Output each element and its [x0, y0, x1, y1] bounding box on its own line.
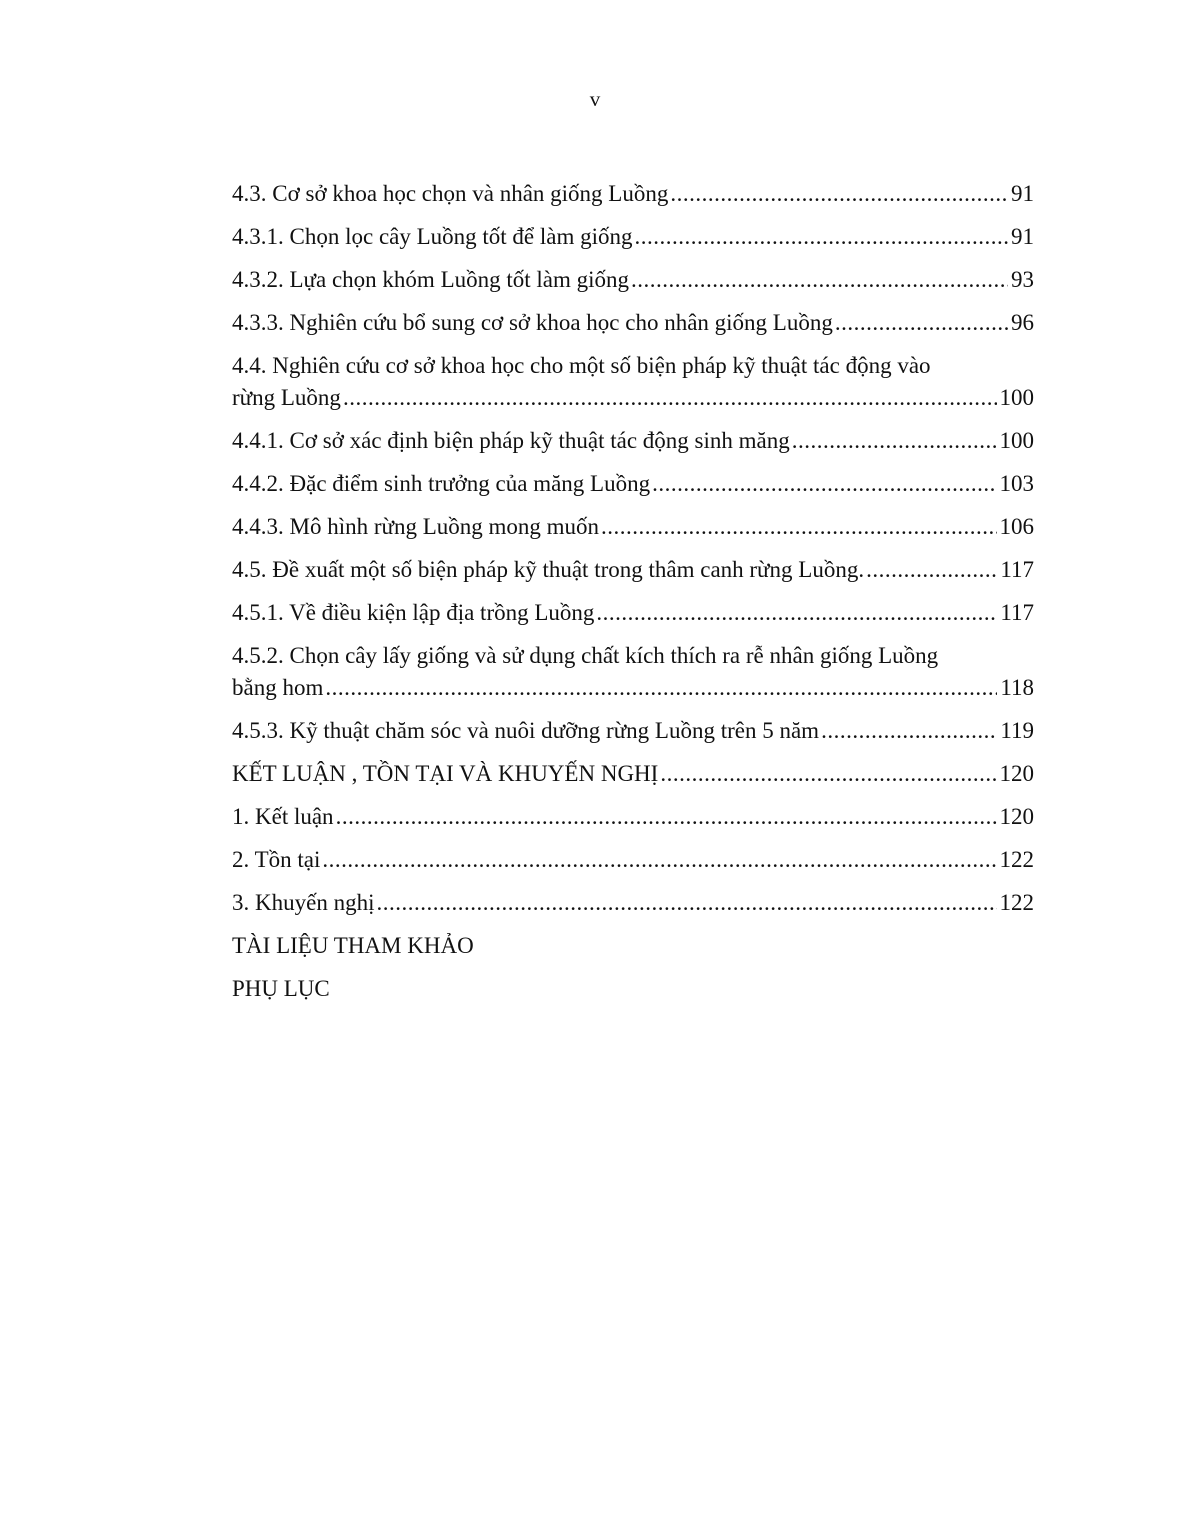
dot-leader	[866, 554, 997, 586]
toc-entry-title: rừng Luồng	[232, 385, 341, 410]
dot-leader	[635, 221, 1008, 253]
dot-leader	[596, 597, 997, 629]
dot-leader	[336, 801, 997, 833]
toc-entry-4-3-3[interactable]	[232, 307, 1034, 339]
toc-entry-4-5-2[interactable]	[232, 640, 1034, 704]
toc-entry-4-5-1[interactable]	[232, 597, 1034, 629]
toc-entry-page: 93	[1011, 267, 1034, 292]
toc-entry-page: 122	[999, 847, 1034, 872]
toc-entry-title: 4.5. Đề xuất một số biện pháp kỹ thuật trong thâm canh rừng Luồng.	[232, 557, 865, 582]
dot-leader	[343, 382, 997, 414]
toc-entry-title: 3. Khuyến nghị	[232, 890, 375, 915]
toc-entry-4-3-1[interactable]	[232, 221, 1034, 253]
toc-entry-4-3[interactable]	[232, 178, 1034, 210]
dot-leader	[601, 511, 996, 543]
dot-leader	[631, 264, 1008, 296]
toc-entry-page: 96	[1011, 310, 1034, 335]
toc-entry-ton-tai[interactable]	[232, 844, 1034, 876]
dot-leader	[670, 178, 1008, 210]
toc-entry-page: 100	[999, 385, 1034, 410]
toc-entry-title-line1: 4.4. Nghiên cứu cơ sở khoa học cho một số biện pháp kỹ thuật tác động vào	[232, 353, 931, 378]
dot-leader	[376, 887, 996, 919]
toc-entry-page: 91	[1011, 224, 1034, 249]
toc-entry-title: 2. Tồn tại	[232, 847, 321, 872]
table-of-contents	[232, 178, 1034, 1016]
toc-entry-title: bằng hom	[232, 675, 324, 700]
toc-entry-4-4[interactable]	[232, 350, 1034, 414]
toc-entry-ket-luan[interactable]	[232, 801, 1034, 833]
toc-entry-4-5[interactable]	[232, 554, 1034, 586]
toc-entry-page: 120	[999, 761, 1034, 786]
toc-entry-khuyen-nghi[interactable]	[232, 887, 1034, 919]
toc-entry-4-4-1[interactable]	[232, 425, 1034, 457]
toc-entry-4-3-2[interactable]	[232, 264, 1034, 296]
toc-entry-title: KẾT LUẬN , TỒN TẠI VÀ KHUYẾN NGHỊ	[232, 761, 659, 786]
toc-entry-title: 1. Kết luận	[232, 804, 334, 829]
dot-leader	[660, 758, 996, 790]
toc-entry-page: 117	[1000, 600, 1034, 625]
toc-entry-page: 119	[1000, 718, 1034, 743]
toc-entry-title: 4.4.2. Đặc điểm sinh trưởng của măng Luồng	[232, 471, 651, 496]
toc-entry-page: 122	[999, 890, 1034, 915]
dot-leader	[652, 468, 996, 500]
toc-entry-references[interactable]: TÀI LIỆU THAM KHẢO	[232, 933, 474, 958]
toc-entry-title: 4.4.3. Mô hình rừng Luồng mong muốn	[232, 514, 600, 539]
toc-entry-title: 4.3.3. Nghiên cứu bổ sung cơ sở khoa học cho nhân giống Luồng	[232, 310, 833, 335]
toc-entry-page: 103	[999, 471, 1034, 496]
toc-entry-page: 120	[999, 804, 1034, 829]
toc-entry-appendix[interactable]: PHỤ LỤC	[232, 976, 330, 1001]
toc-entry-page: 117	[1000, 557, 1034, 582]
toc-entry-title: 4.3.2. Lựa chọn khóm Luồng tốt làm giống	[232, 267, 630, 292]
toc-entry-title: 4.5.3. Kỹ thuật chăm sóc và nuôi dưỡng rừng Luồng trên 5 năm	[232, 718, 820, 743]
toc-entry-title: 4.3. Cơ sở khoa học chọn và nhân giống Luồng	[232, 181, 669, 206]
toc-entry-ket-luan-section[interactable]	[232, 758, 1034, 790]
dot-leader	[322, 844, 996, 876]
toc-entry-title: 4.4.1. Cơ sở xác định biện pháp kỹ thuật tác động sinh măng	[232, 428, 790, 453]
dot-leader	[835, 307, 1008, 339]
toc-entry-title: 4.3.1. Chọn lọc cây Luồng tốt để làm giống	[232, 224, 633, 249]
toc-entry-4-4-3[interactable]	[232, 511, 1034, 543]
toc-entry-title: 4.5.1. Về điều kiện lập địa trồng Luồng	[232, 600, 595, 625]
toc-entry-title-line1: 4.5.2. Chọn cây lấy giống và sử dụng chất kích thích ra rễ nhân giống Luồng	[232, 643, 939, 668]
toc-entry-4-4-2[interactable]	[232, 468, 1034, 500]
toc-entry-page: 100	[999, 428, 1034, 453]
dot-leader	[821, 715, 997, 747]
toc-entry-4-5-3[interactable]	[232, 715, 1034, 747]
toc-entry-page: 106	[999, 514, 1034, 539]
page-number: v	[589, 87, 601, 111]
dot-leader	[325, 672, 997, 704]
toc-entry-page: 91	[1011, 181, 1034, 206]
toc-entry-page: 118	[1000, 675, 1034, 700]
dot-leader	[792, 425, 997, 457]
